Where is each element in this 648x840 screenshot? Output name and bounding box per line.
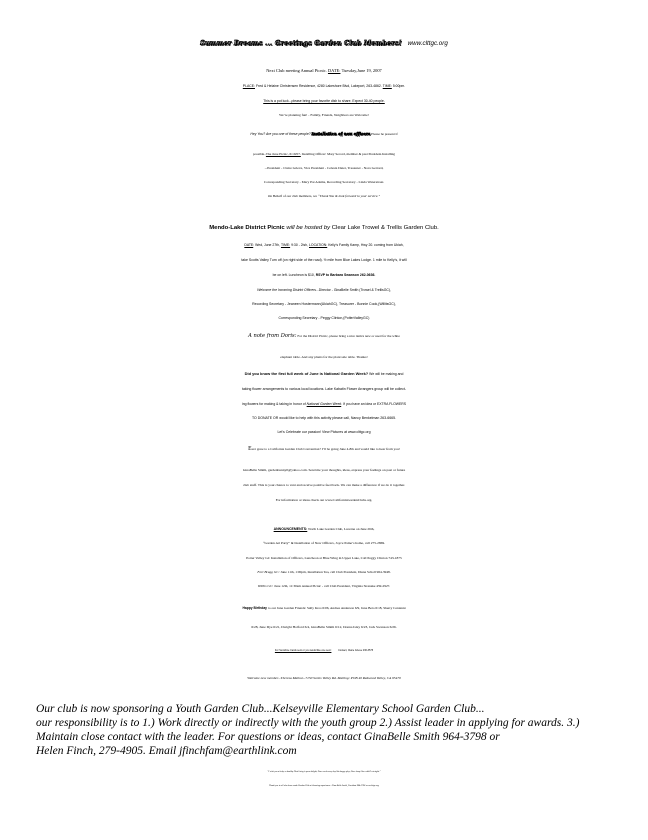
- garden-week-text-3b: . If you have an idea or EXTRA FLOWERS: [341, 402, 407, 406]
- announcements-label: ANNOUNCEMENTS:: [273, 527, 308, 531]
- sunshine-label: For Sunshine Cards sent or you would like one sent:: [274, 649, 332, 652]
- district-luncheon: be on left. Luncheon is $10,: [272, 273, 315, 277]
- garden-week-line-2: taking flower arrangements to various local locations. Lake Kabatin Flower Arrangers group will be collect-: [242, 387, 406, 391]
- convention-text-1: ver gone to a California Garden Club Convention? I’ll be going June 4-8th and would like to hear from you!: [251, 447, 400, 451]
- picnic-place-value: Fred & Helaine Christensen Residence, 4280 Lakeshore Blvd, Lakeport, 263-4862.: [255, 84, 382, 88]
- happy-birthday-label: Happy Birthday: [242, 606, 268, 610]
- picnic-place: [0, 84, 648, 88]
- youth-line-2: our responsibility is to 1.) Work directly or indirectly with the youth group 2.) Assist leader in applying for awards. 3.): [36, 717, 580, 729]
- picnic-date-value: Tuesday,June 19, 2007: [341, 68, 382, 73]
- present-text: Please be present if: [371, 132, 398, 136]
- thanks-text: “Thank You & look forward to your service.”: [317, 194, 381, 198]
- installation-line: [0, 132, 648, 136]
- garden-week-heading: Did you know the first full week of June is National Garden Week?: [244, 371, 369, 376]
- june-picnic-text: The June Picnic, 6/19/07.: [265, 152, 301, 156]
- district-officers-2: Recording Secretary - Jeaneen Hostermann(UkiahGC), Treasurer - Bonnie Cook,(WillitsGC),: [252, 302, 396, 306]
- potluck-text: This is a pot luck...please bring your favorite dish to share. Expect 30-40 people.: [263, 99, 385, 103]
- convention-line-2: GinaBelle Smith, gardenbunny0@yahoo.com. Send me your thoughts, ideas, express your feelings on past or future: [242, 468, 406, 472]
- doris-heading: A note from Doris:: [248, 333, 297, 339]
- district-rsvp: RSVP to Barbara Swanson 262-0636.: [315, 273, 376, 277]
- possible-text: possible..: [252, 152, 266, 156]
- picnic-planning: We’re planning fun! - Family, Friends, Neighbors are Welcome!: [279, 113, 369, 117]
- district-welcome: Welcome the Incoming District Officers: [257, 288, 316, 292]
- district-location-value: Kelly’s Family Kamp, Hwy 20. coming from Ukiah,: [328, 243, 404, 247]
- installing-officer-text: Installing Officer: Mary Secord, member & past President.Installing: [301, 152, 396, 156]
- district-time-value: 9:30 - 2ish: [291, 243, 308, 247]
- announcements-line-5: [0, 584, 648, 588]
- announcements-line-1: [0, 527, 648, 531]
- district-welcome-line: [0, 288, 648, 292]
- picnic-potluck: [0, 99, 648, 103]
- banner-title: Summer Dreams ... Greetings Garden Club Members!: [200, 40, 402, 47]
- district-luncheon-line: [0, 273, 648, 277]
- district-location-label: LOCATION:: [309, 243, 328, 247]
- district-date-line: DATE: Wed, June 27th, TIME: 9:30 - 2ish, LOCATION: Kelly’s Family Kamp, Hwy 20. coming from Ukiah,: [244, 243, 404, 247]
- convention-line-4: For information or ideas check out www.CaliforniaGardenClubs.org.: [275, 498, 373, 502]
- district-title-line: [0, 225, 648, 231]
- birthday-line-2: 6/28, June Dye 6/21, Dwight Holford 6/4, GinaBelle Smith 6/12, Donna Isley 6/23, Jack Swanson 6/26.: [251, 625, 397, 629]
- hey-text: Hey You? Are you one of these people?: [250, 132, 311, 136]
- garden-week-line-4: TO DONATE OR would like to help with this activity please call, Nancy Benkelman 263-6665.: [251, 416, 397, 420]
- picnic-intro-text: Next Club meeting Annual Picnic.: [266, 68, 327, 73]
- district-director: ...Director - GinaBelle Smith (Trowel & TrellisGC),: [315, 288, 391, 292]
- garden-week-line-3: [0, 402, 648, 406]
- convention-dropcap: E: [248, 446, 252, 452]
- district-host: Clear Lake Trowel & Trellis Garden Club.: [331, 225, 439, 231]
- district-title: Mendo-Lake District Picnic: [209, 225, 285, 231]
- district-date-value: : Wed, June 27th,: [253, 243, 280, 247]
- fort-bragg-label: Fort Bragg GC:: [257, 570, 280, 574]
- behalf-line: [0, 194, 648, 198]
- header-banner-line: [0, 38, 648, 47]
- announcements-line-2: “Garden Art Party” & Installation of New Officers, Joyce Paine’s home, call 275-2869.: [262, 541, 386, 545]
- doris-line-1: [0, 333, 648, 339]
- picnic-time-value: 5:00pm.: [392, 84, 406, 88]
- installation-heading: Installation of new officers: [311, 132, 371, 136]
- youth-line-3: Maintain close contact with the leader. For questions or ideas, contact GinaBelle Smith 964-3798 or: [36, 731, 500, 743]
- officers-line-2: ...President - Claire Grieve, Vice President - Celesta Deter, Treasurer - Nora Gerrard,: [264, 166, 384, 170]
- convention-line-3: club stuff. This is your chance to vent and receive positive feed back. We can make a difference if we do it together.: [242, 483, 406, 487]
- doris-text-1: For the District Picnic, please bring a nice item/s new or used for the white: [297, 334, 400, 338]
- officers-line-3: Corresponding Secretary - Mary Pat Adams, Recording Secretary - Linda Waterstraat.: [263, 180, 385, 184]
- willits-text: June 12th, 11:30am Annual Picnic - call Club President, Virginia Stranske 459-2927.: [274, 584, 391, 588]
- behalf-text: On Behalf of our club members, we: [267, 194, 317, 198]
- doris-line-2: elephant table. And any plants for the plant sale table. Thanks!: [280, 355, 368, 359]
- sunshine-contact: Contact, Claire Grieve 236-3575: [338, 649, 374, 652]
- picnic-time-label: TIME:: [382, 84, 392, 88]
- youth-line-4: Helen Finch, 279-4905. Email jfinchfam@earthlink.com: [36, 745, 297, 757]
- garden-week-text-1: We will be making and: [369, 372, 404, 376]
- announcements-line-4: [0, 570, 648, 574]
- birthday-text-1: to our June Garden Friends: Sally Kros 6/06, Andrea Anderson 6/9, June Beto 6/18, Sherry Centanni: [267, 606, 406, 610]
- district-time-label: TIME:: [280, 243, 291, 247]
- youth-line-1: Our club is now sponsoring a Youth Garden Club...Kelseyville Elementary School Garden Club...: [36, 703, 485, 715]
- garden-week-text-3a: ing flowers for making & taking in honor of: [241, 402, 306, 406]
- garden-week-line-1: [0, 371, 648, 376]
- fort-bragg-text: June 11th, 1:00pm, Installation Tea, call Club President, Diana Scholl 964-3948.: [280, 570, 391, 574]
- announcements-text-1: North Lake Garden Club, Lucerne on June 26th,: [308, 527, 375, 531]
- closing-thanks: Thank you to all who have made Garden Club a blooming experience - Gina-Belle Smith, President 964-3798 www.clttgc.org: [269, 785, 379, 787]
- birthday-line-1: [0, 606, 648, 610]
- sunshine-line: [0, 649, 648, 652]
- willits-label: Willits GC:: [257, 584, 274, 588]
- officers-line-1: [0, 152, 648, 156]
- announcements-line-3: Potter Valley GC Installation of Officers, Luncheon at Blue Wing in Upper Lake, Call Peggy Clinton 743-1875: [246, 556, 402, 560]
- district-officers-3: Corresponding Secretary - Peggy Clinton,(PotterValleyGC): [278, 316, 370, 320]
- district-directions: take Scotts Valley Turn off (on right side of the road). ½ mile from Blue Lakes Lodge. 1 mile to Kelly’s, it will: [241, 258, 407, 262]
- picnic-place-label: PLACE:: [242, 84, 255, 88]
- district-date-label: DATE: [244, 243, 254, 247]
- closing-quote: “I wish you a body so healthy That living is pure delight; Your work every day like happy play; Your sleep like a child’s at night.”: [267, 771, 381, 773]
- header-website: www.clttgc.org: [407, 40, 448, 47]
- picnic-intro: [0, 68, 648, 73]
- national-garden-week-text: National Garden Week: [306, 402, 342, 406]
- garden-week-line-5: Let’s Celebrate our passion! View Pictures at www.clttgc.org: [277, 430, 371, 434]
- convention-line-1: [0, 446, 648, 452]
- picnic-date-label: DATE:: [327, 68, 341, 73]
- welcome-member-line: Welcome new member...Theresa Mathur...7150 Scotts Valley Rd. Mailing: POB 40 Redwood Valley, CA 95470: [247, 676, 401, 680]
- district-hosted: will be hosted by: [286, 225, 331, 231]
